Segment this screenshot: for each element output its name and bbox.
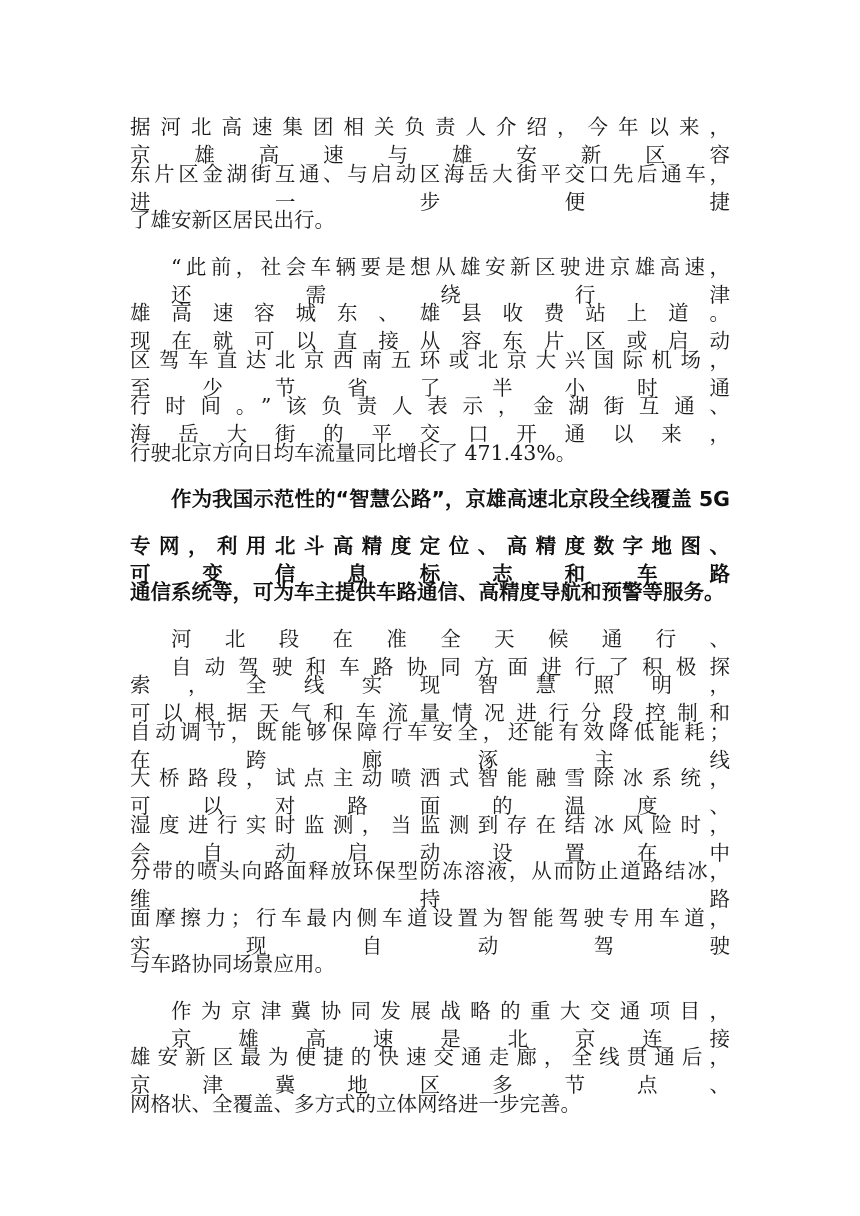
paragraph-4-line-1: 河北段在准全天候通行、自动驾驶和车路协同方面进行了积极探 <box>171 627 730 679</box>
paragraph-2-line-5: 行驶北京方向日均车流量同比增长了 471.43%。 <box>130 441 577 465</box>
paragraph-3-line-2: 专网，利用北斗高精度定位、高精度数字地图、可变信息标志和车路 <box>130 534 730 586</box>
paragraph-5-line-1: 作为京津冀协同发展战略的重大交通项目，京雄高速是北京连接 <box>171 999 730 1051</box>
paragraph-5-line-2: 雄安新区最为便捷的快速交通走廊，全线贯通后，京津冀地区多节点、 <box>130 1045 730 1097</box>
paragraph-2-line-3: 区驾车直达北京西南五环或北京大兴国际机场，至少节省了半小时通 <box>130 348 730 400</box>
paragraph-2-line-1: “此前，社会车辆要是想从雄安新区驶进京雄高速，还需绕行津 <box>171 255 730 307</box>
paragraph-5-line-3: 网格状、全覆盖、多方式的立体网络进一步完善。 <box>130 1092 581 1116</box>
paragraph-4-line-5: 湿度进行实时监测，当监测到存在结冰风险时，会自动启动设置在中 <box>130 813 730 865</box>
paragraph-1-line-1: 据河北高速集团相关负责人介绍，今年以来，京雄高速与雄安新区容 <box>130 115 730 167</box>
paragraph-4-line-4: 大桥路段，试点主动喷洒式智能融雪除冰系统，可以对路面的温度、 <box>130 766 730 818</box>
paragraph-4-line-2: 索，全线实现智慧照明，可以根据天气和车流量情况进行分段控制和 <box>130 673 730 725</box>
paragraph-4-line-7: 面摩擦力；行车最内侧车道设置为智能驾驶专用车道，实现自动驾驶 <box>130 906 730 958</box>
paragraph-3-line-3: 通信系统等，可为车主提供车路通信、高精度导航和预警等服务。 <box>130 580 725 604</box>
paragraph-2-line-2: 雄高速容城东、雄县收费站上道。现在就可以直接从容东片区或启动 <box>130 301 730 353</box>
paragraph-3-line-1: 作为我国示范性的“智慧公路”，京雄高速北京段全线覆盖 5G <box>171 487 730 511</box>
paragraph-1-line-3: 了雄安新区居民出行。 <box>130 208 335 232</box>
paragraph-4-line-3: 自动调节，既能够保障行车安全，还能有效降低能耗；在跨廊涿主线 <box>130 720 730 772</box>
paragraph-2-line-4: 行时间。”该负责人表示，金湖街互通、海岳大街的平交口开通以来， <box>130 394 730 446</box>
paragraph-4-line-8: 与车路协同场景应用。 <box>130 952 335 976</box>
paragraph-4-line-6: 分带的喷头向路面释放环保型防冻溶液，从而防止道路结冰，维持路 <box>130 859 730 911</box>
paragraph-1-line-2: 东片区金湖街互通、与启动区海岳大街平交口先后通车，进一步便捷 <box>130 162 730 214</box>
